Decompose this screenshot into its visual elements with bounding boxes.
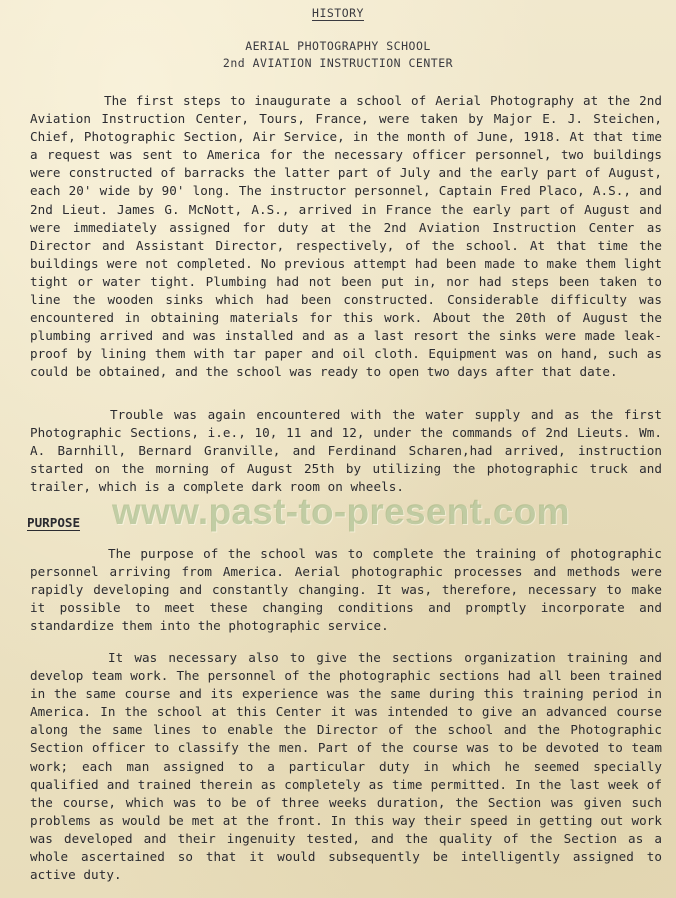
purpose-paragraph-2: It was necessary also to give the sections organization training and develop team work. The personnel of the photographic sections had all been trained in the same course and its experience was the same during this training period in America. In the school at this Center it was intended to give an advanced course along the same lines to enable the Director of the school and the Photographic Section officer to classify the men. Part of the course was to be devoted to team work; each man assigned to a particular duty in which he seemed specially qualified and trained therein as completely as time permitted. In the last week of the course, which was to be of three weeks duration, the Section was given such problems as would be met at the front. In this way their speed in getting out work was developed and their ingenuity tested, and the quality of the Section as a whole ascertained so that it would subsequently be intelligently assigned to active duty. [30, 650, 662, 883]
document-title-line1: AERIAL PHOTOGRAPHY SCHOOL [245, 39, 431, 53]
document-title-line2: 2nd AVIATION INSTRUCTION CENTER [222, 56, 454, 70]
site-watermark: www.past-to-present.com [112, 491, 570, 532]
purpose-heading: PURPOSE [27, 515, 81, 530]
history-heading-text: HISTORY [312, 6, 364, 20]
history-heading [0, 6, 676, 20]
purpose-paragraph-1: The purpose of the school was to complete the training of photographic personnel arriving from America. Aerial photographic processes and methods were rapidly developing and constantly changing. It was, therefore, necessary to make it possible to meet these changing conditions and promptly incorporate and standardize them into the photographic service. [30, 546, 662, 634]
history-paragraph-2: Trouble was again encountered with the water supply and as the first Photographic Sections, i.e., 10, 11 and 12, under the commands of 2nd Lieuts. Wm. A. Barnhill, Bernard Granville, and Ferdinand Scharen,had arrived, instruction started on the morning of August 25th by utilizing the photographic truck and trailer, which is a complete dark room on wheels. [30, 407, 662, 495]
history-paragraph-1: The first steps to inaugurate a school of Aerial Photography at the 2nd Aviation Instruction Center, Tours, France, were taken by Major E. J. Steichen, Chief, Photographic Section, Air Service, in the month of June, 1918. At that time a request was sent to America for the necessary officer personnel, two buildings were constructed of barracks the latter part of July and the early part of August, each 20' wide by 90' long. The instructor personnel, Captain Fred Placo, A.S., and 2nd Lieut. James G. McNott, A.S., arrived in France the early part of August and were immediately assigned for duty at the 2nd Aviation Instruction Center as Director and Assistant Director, respectively, of the school. At that time the buildings were not completed. No previous attempt had been made to make them light tight or water tight. Plumbing had not been put in, nor had steps been taken to line the wooden sinks which had been constructed. Considerable difficulty was encountered in obtaining materials for this work. About the 20th of August the plumbing arrived and was installed and as a last resort the sinks were made leak-proof by lining them with tar paper and oil cloth. Equipment was on hand, such as could be obtained, and the school was ready to open two days after that date. [30, 93, 662, 380]
